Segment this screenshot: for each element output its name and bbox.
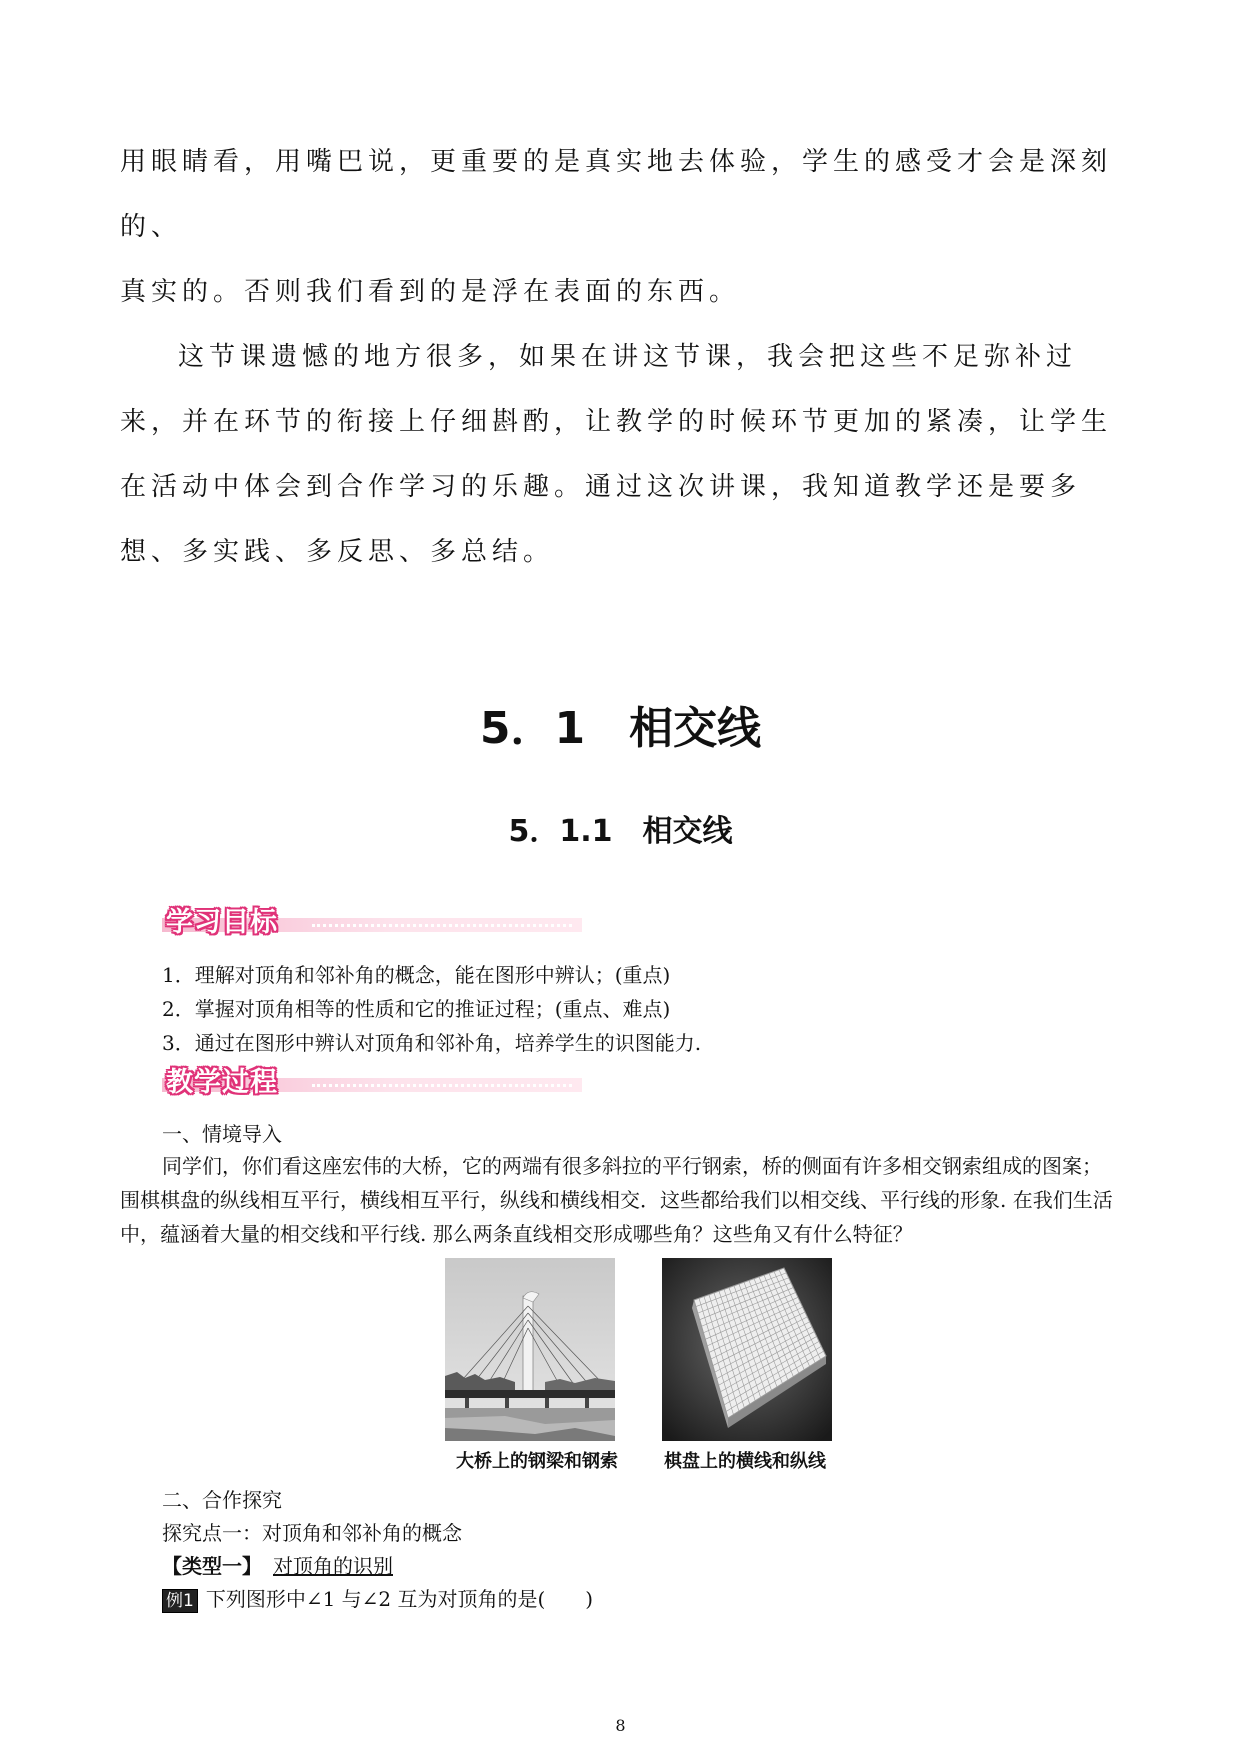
part1-heading: 一、情境导入 [162, 1122, 282, 1146]
type-line [162, 1549, 393, 1584]
chapter-title: 5．1 相交线 [479, 703, 762, 754]
banner-dots [312, 1084, 572, 1087]
reflection-line: 用眼睛看，用嘴巴说，更重要的是真实地去体验，学生的感受才会是深刻的、 [120, 147, 1113, 242]
example-badge: 例1 [162, 1589, 198, 1613]
example-text: 下列图形中∠1 与∠2 互为对顶角的是( ) [205, 1587, 594, 1611]
section-title: 5．1.1 相交线 [508, 814, 733, 849]
learning-goals-list [162, 958, 701, 1060]
type-label: 【类型一】 [162, 1554, 262, 1578]
part2-heading: 二、合作探究 [162, 1488, 282, 1512]
reflection-line: 真实的。否则我们看到的是浮在表面的东西。 [120, 277, 741, 307]
explore-point: 探究点一：对顶角和邻补角的概念 [162, 1521, 462, 1545]
goal-item: 3．通过在图形中辨认对顶角和邻补角，培养学生的识图能力. [162, 1031, 702, 1055]
learning-goals-banner [162, 900, 582, 940]
go-board-caption: 棋盘上的横线和纵线 [664, 1451, 826, 1472]
bridge-photo [445, 1258, 615, 1441]
banner-dots [312, 924, 572, 927]
goal-item: 2．掌握对顶角相等的性质和它的推证过程；(重点、难点) [162, 997, 671, 1021]
reflection-text [120, 130, 1130, 585]
banner-label: 教学过程 [166, 1067, 278, 1098]
example-line [162, 1582, 593, 1616]
reflection-paragraph: 这节课遗憾的地方很多，如果在讲这节课，我会把这些不足弥补过来，并在环节的衔接上仔细斟酌，让教学的时候环节更加的紧凑，让学生在活动中体会到合作学习的乐趣。通过这次讲课，我知道教学还是要多想、多实践、多反思、多总结。 [120, 342, 1113, 567]
banner-label: 学习目标 [166, 907, 278, 938]
goal-item: 1．理解对顶角和邻补角的概念，能在图形中辨认；(重点) [162, 963, 671, 987]
part1-text: 同学们，你们看这座宏伟的大桥，它的两端有很多斜拉的平行钢索，桥的侧面有许多相交钢索组成的图案；围棋棋盘的纵线相互平行，横线相互平行，纵线和横线相交．这些都给我们以相交线、平行线的形象. 在我们生活中，蕴涵着大量的相交线和平行线. 那么两条直线相交形成哪些角？这些角又有什么特征？ [120, 1154, 1113, 1246]
bridge-caption: 大桥上的钢梁和钢索 [456, 1451, 618, 1472]
go-board-photo [662, 1258, 832, 1441]
page-number: 8 [615, 1716, 626, 1735]
teaching-process-banner [162, 1060, 582, 1100]
type-title: 对顶角的识别 [273, 1554, 393, 1578]
